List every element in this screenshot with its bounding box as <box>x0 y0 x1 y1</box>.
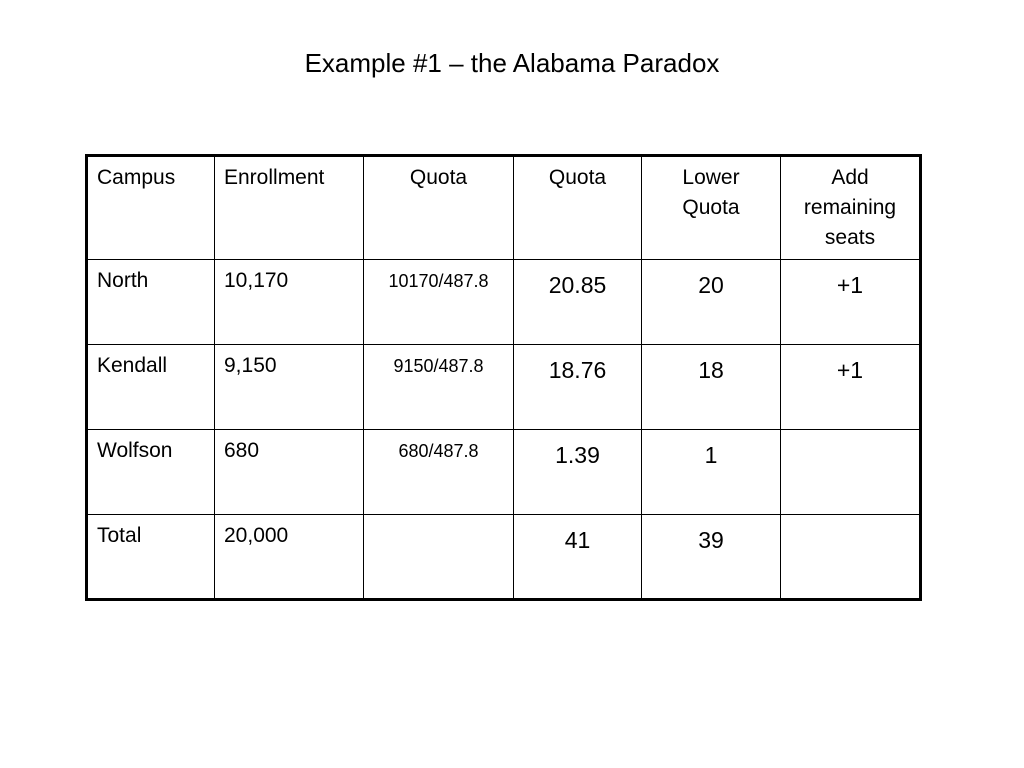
cell-quota-expression: 680/487.8 <box>364 430 514 515</box>
cell-campus: Kendall <box>87 345 215 430</box>
header-enrollment: Enrollment <box>215 156 364 260</box>
cell-quota-expression: 10170/487.8 <box>364 260 514 345</box>
header-lower-quota: Lower Quota <box>642 156 781 260</box>
cell-lower-quota: 1 <box>642 430 781 515</box>
cell-quota: 41 <box>514 515 642 600</box>
table-row-total <box>87 515 921 600</box>
header-add-remaining-seats: Add remaining seats <box>781 156 921 260</box>
cell-add-seats <box>781 430 921 515</box>
cell-quota: 1.39 <box>514 430 642 515</box>
slide-title: Example #1 – the Alabama Paradox <box>304 48 720 78</box>
cell-campus: Wolfson <box>87 430 215 515</box>
table-row <box>87 345 921 430</box>
cell-lower-quota: 18 <box>642 345 781 430</box>
cell-add-seats: +1 <box>781 260 921 345</box>
header-quota: Quota <box>514 156 642 260</box>
table-row <box>87 260 921 345</box>
cell-quota-expression: 9150/487.8 <box>364 345 514 430</box>
cell-campus: Total <box>87 515 215 600</box>
cell-enrollment: 10,170 <box>215 260 364 345</box>
apportionment-table <box>85 154 922 601</box>
cell-lower-quota: 20 <box>642 260 781 345</box>
cell-campus: North <box>87 260 215 345</box>
cell-quota: 20.85 <box>514 260 642 345</box>
cell-enrollment: 9,150 <box>215 345 364 430</box>
cell-quota-expression <box>364 515 514 600</box>
header-campus: Campus <box>87 156 215 260</box>
cell-enrollment: 20,000 <box>215 515 364 600</box>
cell-add-seats <box>781 515 921 600</box>
cell-enrollment: 680 <box>215 430 364 515</box>
cell-add-seats: +1 <box>781 345 921 430</box>
table-row <box>87 430 921 515</box>
cell-quota: 18.76 <box>514 345 642 430</box>
header-quota-expression: Quota <box>364 156 514 260</box>
cell-lower-quota: 39 <box>642 515 781 600</box>
table-header-row <box>87 156 921 260</box>
